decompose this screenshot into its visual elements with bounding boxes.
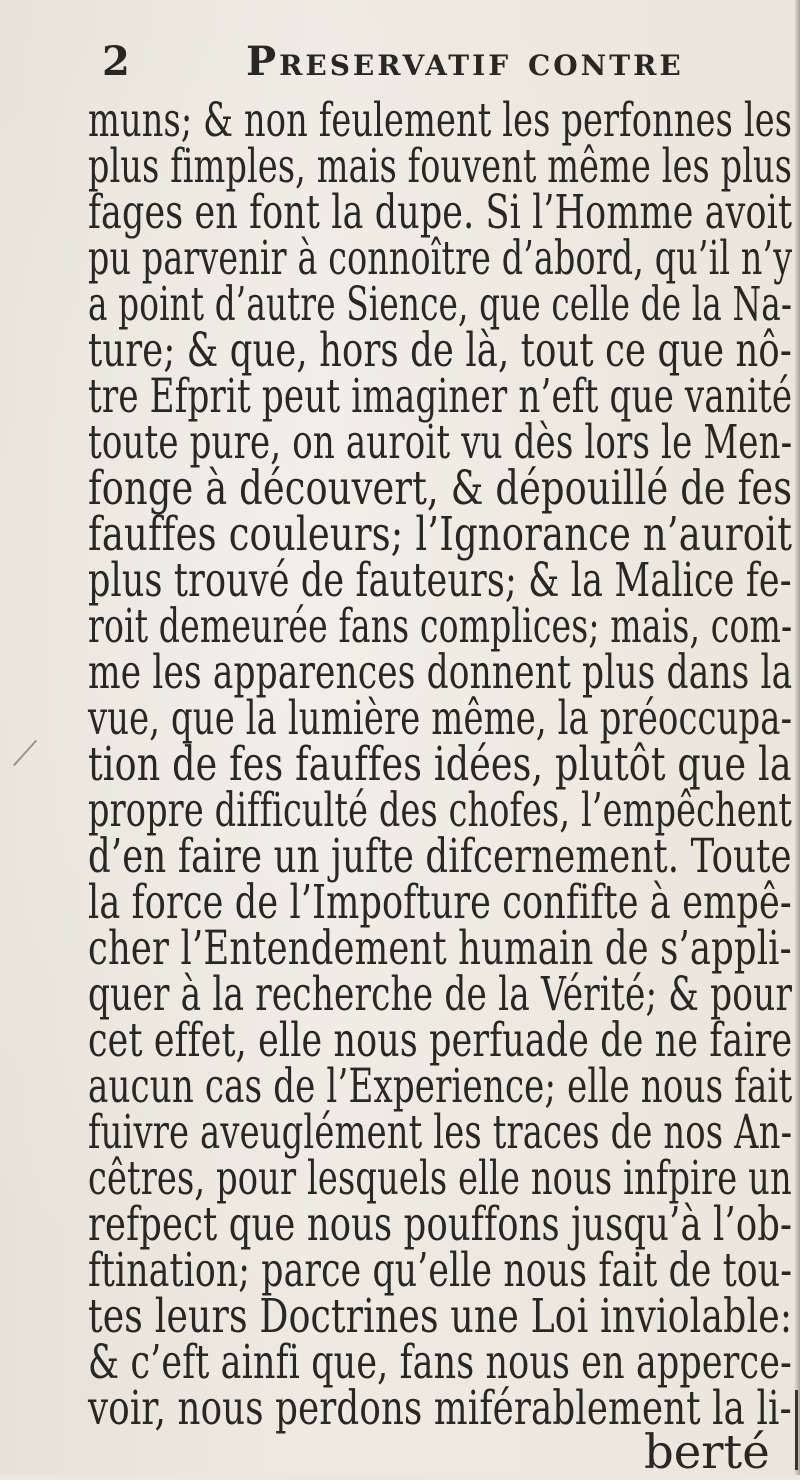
text-line: fonge à découvert, & dépouillé de fes (88, 461, 793, 515)
text-line: la force de l’Impofture confifte à empê- (88, 875, 792, 929)
text-line: ftination; parce qu’elle nous fait de tou- (88, 1243, 793, 1297)
running-head: Preservatif contre (246, 38, 684, 85)
text-line: aucun cas de l’Experience; elle nous fait (88, 1059, 793, 1113)
text-line: d’en faire un jufte difcernement. Toute (88, 829, 792, 883)
text-line: cet effet, elle nous perfuade de ne faire (88, 1013, 793, 1067)
page-number: 2 (102, 38, 131, 85)
text-line: cêtres, pour lesquels elle nous infpire un (88, 1151, 792, 1205)
text-line: ture; & que, hors de là, tout ce que nô- (88, 323, 792, 377)
text-line: fages en font la dupe. Si l’Homme avoit (88, 185, 793, 239)
text-line: propre difficulté des chofes, l’empêchent (88, 783, 793, 837)
text-line: plus fimples, mais fouvent même les plus (88, 139, 793, 193)
text-line: roit demeurée fans complices; mais, com- (88, 599, 793, 653)
text-line: fauffes couleurs; l’Ignorance n’auroit (88, 507, 793, 561)
text-line: fuivre aveuglément les traces de nos An- (88, 1105, 793, 1159)
page-header (0, 38, 800, 88)
text-line: quer à la recherche de la Vérité; & pour (88, 967, 793, 1021)
text-line: toute pure, on auroit vu dès lors le Men- (88, 415, 793, 469)
text-line: cher l’Entendement humain de s’appli- (88, 921, 792, 975)
text-line: tre Efprit peut imaginer n’eft que vanité (88, 369, 793, 423)
text-line: a point d’autre Sience, que celle de la Na- (88, 277, 793, 331)
catchword: berté (644, 1425, 770, 1479)
text-line: tion de fes fauffes idées, plutôt que la (88, 737, 792, 791)
text-line: pu parvenir à connoître d’abord, qu’il n’y (88, 231, 793, 285)
margin-mark (13, 740, 37, 767)
text-line: tes leurs Doctrines une Loi inviolable: (88, 1289, 793, 1343)
page-edge-shadow (794, 0, 800, 1475)
text-line: voir, nous perdons miférablement la li- (88, 1381, 792, 1435)
text-line: me les apparences donnent plus dans la (88, 645, 793, 699)
text-line: & c’eft ainfi que, fans nous en apperce- (88, 1335, 792, 1389)
text-line: plus trouvé de fauteurs; & la Malice fe- (88, 553, 792, 607)
text-line: refpect que nous pouffons jusqu’à l’ob- (88, 1197, 793, 1251)
text-line: vue, que la lumière même, la préoccupa- (88, 691, 793, 745)
text-line: muns; & non feulement les perfonnes les (88, 93, 793, 147)
